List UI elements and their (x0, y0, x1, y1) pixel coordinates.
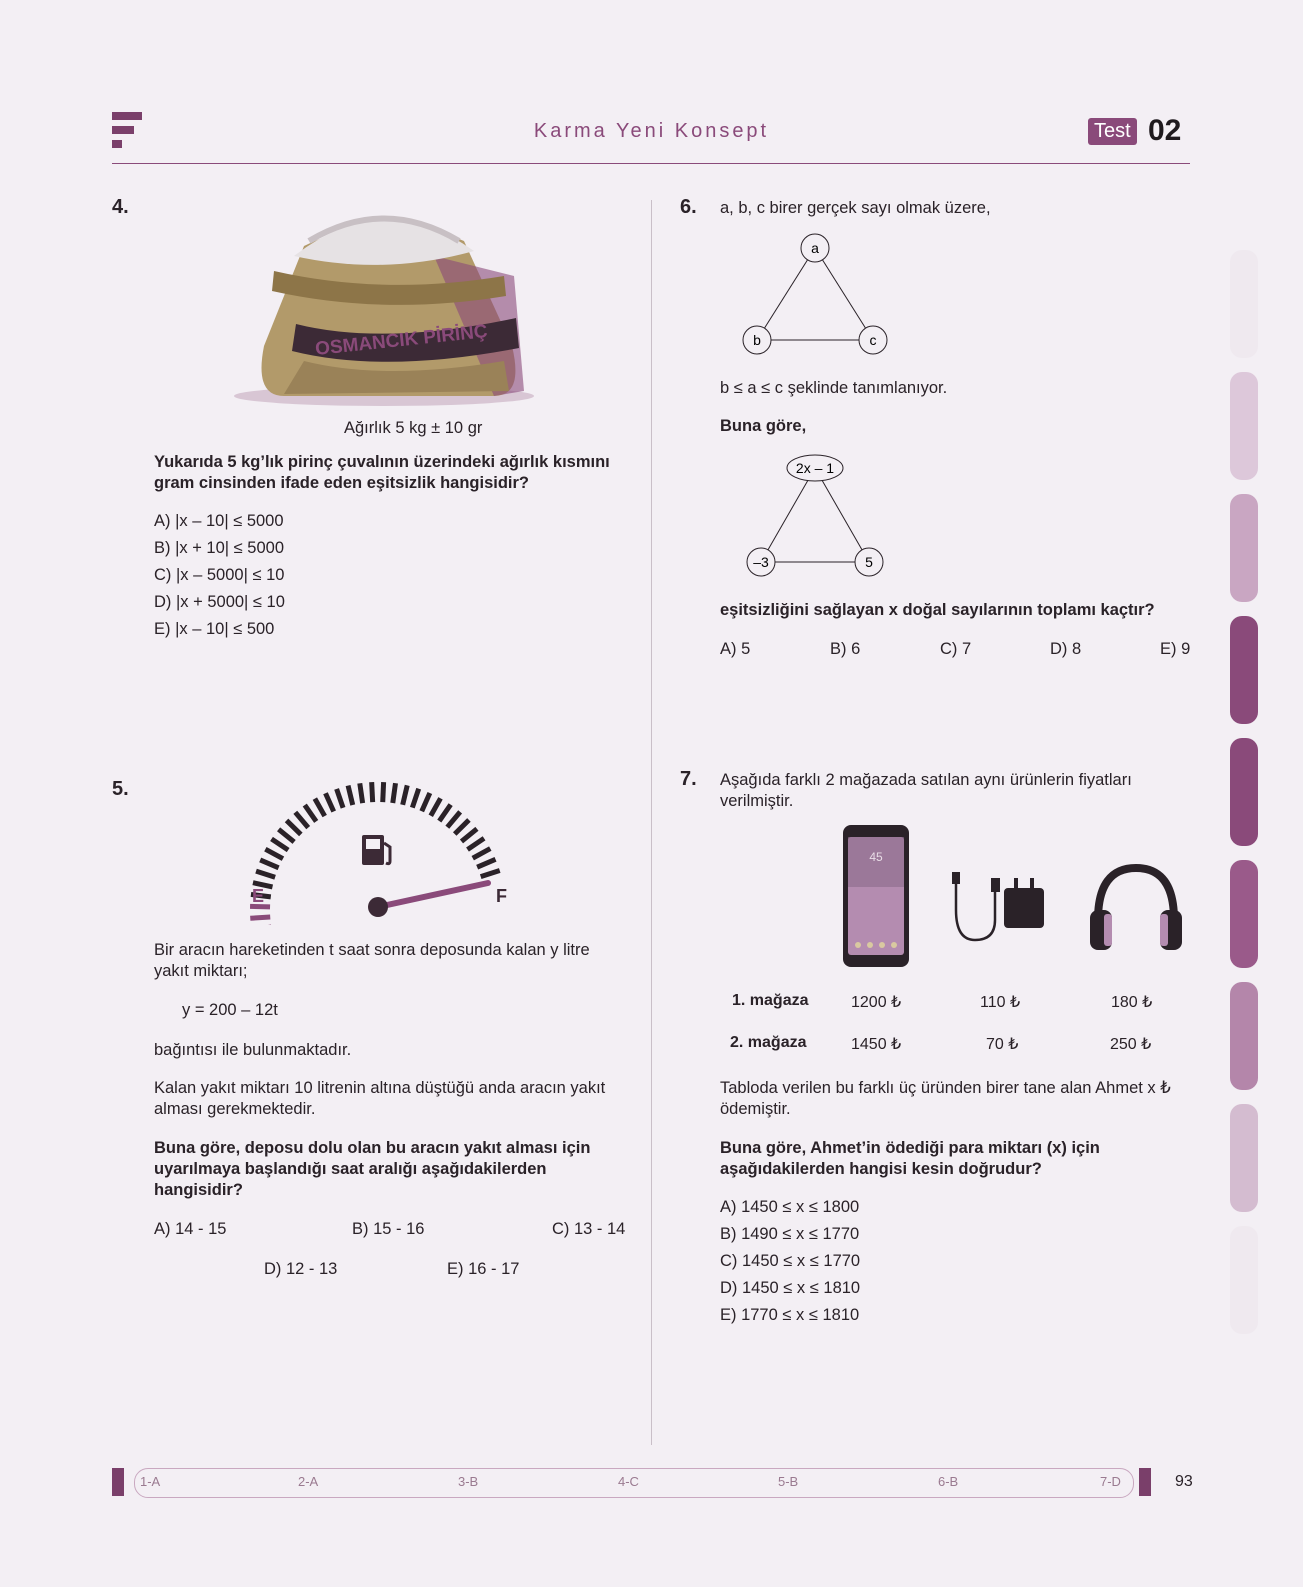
q7-option-a[interactable]: A) 1450 ≤ x ≤ 1800 (720, 1198, 860, 1216)
q5-option-e[interactable]: E) 16 - 17 (447, 1260, 520, 1278)
gauge-tick (393, 783, 396, 803)
q4-option-c[interactable]: C) |x – 5000| ≤ 10 (154, 566, 285, 584)
column-divider (651, 200, 652, 1445)
q5-info: Kalan yakıt miktarı 10 litrenin altına düştüğü anda aracın yakıt alması gerekmektedir. (154, 1079, 606, 1118)
q6-intro: a, b, c birer gerçek sayı olmak üzere, (720, 199, 991, 217)
triangle2-right-label: 5 (865, 554, 873, 570)
triangle1-right-label: c (869, 332, 877, 348)
charger-image (950, 870, 1050, 960)
side-tab[interactable] (1230, 494, 1258, 602)
triangle1-top-label: a (811, 240, 819, 256)
store-2-charger-price: 70 ₺ (986, 1036, 1019, 1053)
store-2-label: 2. mağaza (730, 1034, 807, 1051)
page-number: 93 (1175, 1473, 1193, 1490)
q4-option-e[interactable]: E) |x – 10| ≤ 500 (154, 620, 275, 638)
q4-caption: Ağırlık 5 kg ± 10 gr (344, 419, 483, 437)
gauge-tick (256, 871, 275, 877)
test-number: 02 (1148, 114, 1182, 147)
q7-intro: Aşağıda farklı 2 mağazada satılan aynı ürünlerin fiyatları verilmiştir. (720, 771, 1132, 810)
q7-number: 7. (680, 768, 697, 790)
q5-formula: y = 200 – 12t (182, 1001, 278, 1019)
q4-question: Yukarıda 5 kg’lık pirinç çuvalının üzerindeki ağırlık kısmını gram cinsinden ifade eden eşitsizlik hangisidir? (154, 453, 610, 492)
gauge-tick (337, 789, 343, 808)
gauge-tick (272, 839, 289, 850)
footer-right-marker (1139, 1468, 1151, 1496)
q5-option-b[interactable]: B) 15 - 16 (352, 1220, 425, 1238)
q5-relation: bağıntısı ile bulunmaktadır. (154, 1041, 352, 1059)
q7-info: Tabloda verilen bu farklı üç üründen birer tane alan Ahmet x ₺ ödemiştir. (720, 1079, 1171, 1118)
q5-number: 5. (112, 778, 129, 800)
q6-option-b[interactable]: B) 6 (830, 640, 861, 658)
triangle2-left-label: –3 (753, 554, 769, 570)
q6-option-c[interactable]: C) 7 (940, 640, 972, 658)
triangle-diagram-1 (740, 232, 890, 362)
q6-option-e[interactable]: E) 9 (1160, 640, 1191, 658)
answer-key-item: 6-B (938, 1474, 959, 1489)
store-2-phone-price: 1450 ₺ (851, 1036, 902, 1053)
q5-option-c[interactable]: C) 13 - 14 (552, 1220, 626, 1238)
phone-time: 45 (869, 850, 883, 864)
gauge-tick (250, 906, 270, 907)
q4-number: 4. (112, 196, 129, 218)
q7-option-e[interactable]: E) 1770 ≤ x ≤ 1810 (720, 1306, 860, 1324)
side-tab[interactable] (1230, 250, 1258, 358)
page-title: Karma Yeni Konsept (533, 120, 770, 142)
bag-label: OSMANCIK PİRİNÇ (314, 321, 489, 361)
gauge-tick (455, 820, 469, 834)
gauge-full-label: F (496, 886, 507, 906)
gauge-tick (287, 820, 301, 834)
fuel-gauge-image (250, 775, 530, 925)
q7-option-c[interactable]: C) 1450 ≤ x ≤ 1770 (720, 1252, 861, 1270)
gauge-tick (412, 789, 418, 808)
q7-question: Buna göre, Ahmet’in ödediği para miktarı (x) için aşağıdakilerden hangisi kesin doğrudur? (720, 1139, 1100, 1178)
gauge-tick (372, 782, 373, 802)
gauge-tick (348, 786, 353, 805)
answer-key-item: 3-B (458, 1474, 479, 1489)
gauge-tick (431, 798, 441, 815)
rice-sack-image (234, 196, 540, 406)
gauge-tick (473, 849, 491, 859)
q4-option-b[interactable]: B) |x + 10| ≤ 5000 (154, 539, 284, 557)
gauge-tick (325, 793, 333, 811)
gauge-tick (447, 812, 460, 827)
triangle-diagram-2 (740, 454, 890, 584)
gauge-tick (360, 783, 363, 803)
store-1-label: 1. mağaza (732, 992, 809, 1009)
store-2-headphones-price: 250 ₺ (1110, 1036, 1152, 1053)
store-1-headphones-price: 180 ₺ (1111, 994, 1153, 1011)
side-tab[interactable] (1230, 860, 1258, 968)
triangle2-top-label: 2x – 1 (795, 460, 835, 476)
gauge-tick (461, 829, 476, 842)
q5-question: Buna göre, deposu dolu olan bu aracın yakıt alması için uyarılmaya başlandığı saat aralığı aşağıdakilerden hangisidir? (154, 1139, 591, 1199)
q7-option-d[interactable]: D) 1450 ≤ x ≤ 1810 (720, 1279, 861, 1297)
gauge-tick (467, 838, 484, 849)
side-tab[interactable] (1230, 1104, 1258, 1212)
gauge-tick (422, 793, 430, 811)
side-tab-active[interactable] (1230, 616, 1258, 724)
answer-key-item: 1-A (140, 1474, 161, 1489)
q7-option-b[interactable]: B) 1490 ≤ x ≤ 1770 (720, 1225, 860, 1243)
q5-intro: Bir aracın hareketinden t saat sonra deposunda kalan y litre yakıt miktarı; (154, 941, 590, 980)
footer-left-marker (112, 1468, 124, 1496)
gauge-tick (383, 782, 384, 802)
side-tab-active[interactable] (1230, 738, 1258, 846)
gauge-tick (439, 805, 450, 821)
q6-number: 6. (680, 196, 697, 218)
q6-option-d[interactable]: D) 8 (1050, 640, 1082, 658)
phone-image (843, 825, 911, 969)
store-1-charger-price: 110 ₺ (980, 994, 1021, 1011)
gauge-tick (315, 799, 325, 816)
q4-option-d[interactable]: D) |x + 5000| ≤ 10 (154, 593, 285, 611)
gauge-tick (250, 917, 270, 918)
header-divider (112, 163, 1190, 164)
gauge-tick (260, 860, 278, 868)
q6-lead: Buna göre, (720, 417, 807, 435)
answer-key-item: 2-A (298, 1474, 319, 1489)
gauge-tick (279, 829, 295, 842)
q5-option-a[interactable]: A) 14 - 15 (154, 1220, 227, 1238)
store-1-phone-price: 1200 ₺ (851, 994, 902, 1011)
q6-question: eşitsizliğini sağlayan x doğal sayılarının toplamı kaçtır? (720, 601, 1155, 619)
gauge-empty-label: E (252, 886, 265, 906)
gauge-tick (295, 812, 308, 827)
answer-key-item: 4-C (618, 1474, 639, 1489)
gauge-tick (305, 805, 316, 821)
triangle1-left-label: b (753, 332, 761, 348)
gauge-tick (477, 859, 495, 867)
side-tab[interactable] (1230, 982, 1258, 1090)
q5-option-d[interactable]: D) 12 - 13 (264, 1260, 338, 1278)
q6-definition: b ≤ a ≤ c şeklinde tanımlanıyor. (720, 379, 948, 397)
answer-key-item: 5-B (778, 1474, 799, 1489)
q6-option-a[interactable]: A) 5 (720, 640, 751, 658)
headphones-image (1088, 862, 1184, 954)
gauge-tick (265, 849, 283, 859)
gauge-tick (481, 870, 500, 876)
side-tab[interactable] (1230, 372, 1258, 480)
q4-option-a[interactable]: A) |x – 10| ≤ 5000 (154, 512, 284, 530)
side-tab[interactable] (1230, 1226, 1258, 1334)
test-label: Test (1088, 118, 1137, 145)
answer-key-item: 7-D (1100, 1474, 1121, 1489)
gauge-tick (403, 785, 408, 804)
